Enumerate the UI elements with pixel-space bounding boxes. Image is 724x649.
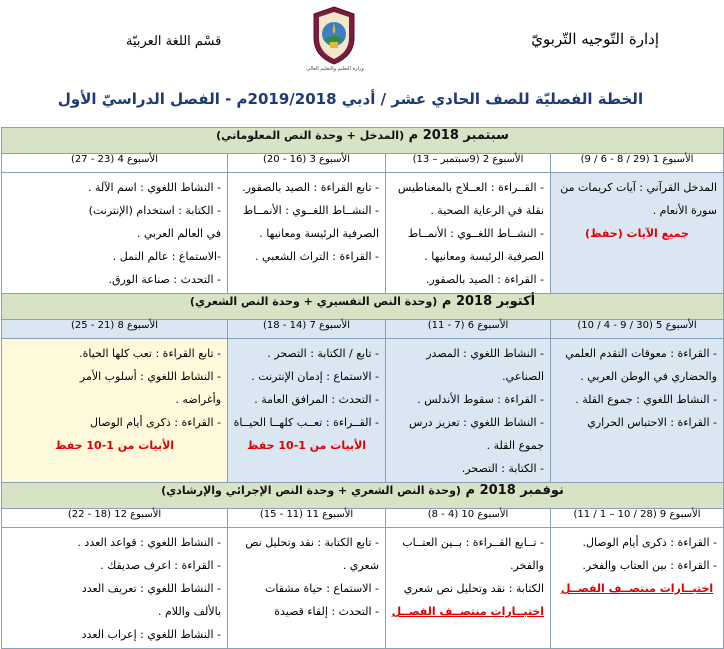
- lesson-line: بالألف واللام .: [158, 605, 222, 618]
- week-label: الأسبوع 8 (21 - 25): [2, 320, 228, 339]
- week-content: [551, 528, 724, 649]
- lesson-line: - القراءة : معوقات التقدم العلمي: [565, 347, 718, 360]
- lesson-line: - القراءة : بين العتاب والفخر.: [582, 559, 718, 572]
- lesson-line: - تابع القراءة : تعب كلها الحياة.: [79, 347, 222, 360]
- week-label: الأسبوع 3 (16 - 20): [228, 154, 386, 173]
- lesson-line: - التحدث : إلقاء قصيدة: [274, 605, 380, 618]
- lesson-line: - القراءة : اعرف صديقك .: [100, 559, 222, 572]
- page-title: الخطة الفصليّة للصف الحادي عشر / أدبي 2019/2018م - الفصل الدراسيّ الأول: [57, 90, 644, 108]
- month-units: (المدخل + وحدة النص المعلوماتي): [216, 129, 405, 142]
- week-label-row: [2, 320, 724, 339]
- logo-caption: وزارة التعليم والتعليم العالي: [306, 66, 364, 72]
- lesson-line: - القــراءة : تعــب كلهــا الحيــاة: [233, 416, 380, 429]
- month-name: سبتمبر 2018 م: [408, 128, 509, 143]
- lesson-line: والحضاري في الوطن العربي .: [580, 370, 718, 383]
- month-row: [2, 128, 724, 154]
- lesson-line: - التحدث : صناعة الورق.: [108, 273, 222, 286]
- lesson-line: - التحدث : المرافق العامة .: [254, 393, 380, 406]
- lesson-line: الكتابة : نقد وتحليل نص شعري: [403, 582, 545, 595]
- lesson-line: - القراءة : ذكرى أيام الوصال: [89, 416, 222, 429]
- document-header: [0, 0, 701, 82]
- month-row: [2, 294, 724, 320]
- memorization-note: اختبــارات منتصــف الفصــل: [560, 582, 714, 595]
- lesson-line: جموع القلة .: [486, 439, 545, 452]
- week-content: [386, 339, 551, 483]
- lesson-line: الصناعي.: [502, 370, 545, 383]
- week-content: [551, 339, 724, 483]
- month-header: [2, 483, 724, 509]
- lesson-line: - النشاط اللغوي : تعريف العدد: [81, 582, 222, 595]
- week-content: [2, 528, 228, 649]
- week-content-row: [2, 339, 724, 483]
- week-content: [228, 528, 386, 649]
- week-content: [2, 339, 228, 483]
- memorization-note: الأبيات من 1-10 حفظ: [246, 439, 367, 452]
- ministry-logo-icon: [304, 4, 364, 66]
- week-content: [228, 173, 386, 294]
- lesson-line: - القراءة : الاحتباس الحراري: [587, 416, 718, 429]
- lesson-line: - النشاط اللغوي : اسم الآلة .: [87, 181, 222, 194]
- lesson-line: نقلة في الرعاية الصحية .: [430, 204, 545, 217]
- lesson-line: - تــابع القــراءة : بــين العتــاب: [402, 536, 545, 549]
- week-label: الأسبوع 10 (4 - 8): [386, 509, 551, 528]
- week-label: الأسبوع 7 (14 - 18): [228, 320, 386, 339]
- week-label-row: [2, 509, 724, 528]
- department-label: إدارة التّوجيه التّربويّ: [531, 30, 659, 48]
- lesson-line: - تابع الكتابة : نقد وتحليل نص: [245, 536, 380, 549]
- lesson-line: - النشــاط اللغــوي : الأنمــاط: [243, 204, 380, 217]
- lesson-line: - النشاط اللغوي : جموع القلة .: [575, 393, 718, 406]
- lesson-line: - النشاط اللغوي : قواعد العدد .: [77, 536, 222, 549]
- week-label: الأسبوع 5 (30 / 9 - 4 / 10): [551, 320, 724, 339]
- lesson-line: - القراءة : الصيد بالصقور.: [425, 273, 545, 286]
- lesson-line: - تابع القراءة : الصيد بالصقور.: [242, 181, 380, 194]
- lesson-line: - القراءة : سقوط الأندلس .: [417, 393, 545, 406]
- week-label: الأسبوع 6 (7 - 11): [386, 320, 551, 339]
- month-header: [2, 128, 724, 154]
- month-name: أكتوبر 2018 م: [441, 294, 536, 309]
- lesson-line: - النشــاط اللغــوي : الأنمــاط: [408, 227, 545, 240]
- lesson-line: شعري .: [342, 559, 380, 572]
- lesson-line: - الكتابة : التصحر.: [461, 462, 545, 475]
- lesson-line: وأغراضه .: [175, 393, 222, 406]
- memorization-note: اختبــارات منتصــف الفصــل: [391, 605, 545, 618]
- lesson-line: - النشاط اللغوي : إعراب العدد: [81, 628, 222, 641]
- lesson-line: الصرفية الرئيسة ومعانيها .: [424, 250, 545, 263]
- week-label: الأسبوع 12 (18 - 22): [2, 509, 228, 528]
- week-content-row: [2, 528, 724, 649]
- lesson-line: - تابع / الكتابة : التصحر .: [267, 347, 380, 360]
- week-content: [386, 528, 551, 649]
- lesson-line: سورة الأنعام .: [652, 204, 718, 217]
- week-label: الأسبوع 9 (28 / 10 – 1 / 11): [551, 509, 724, 528]
- lesson-line: - النشاط اللغوي : تعزيز درس: [408, 416, 545, 429]
- week-label: الأسبوع 4 (23 - 27): [2, 154, 228, 173]
- lesson-line: - القراءة : ذكرى أيام الوصال.: [582, 536, 718, 549]
- week-content-row: [2, 173, 724, 294]
- month-header: [2, 294, 724, 320]
- lesson-line: - النشاط اللغوي : المصدر: [426, 347, 545, 360]
- lesson-line: في العالم العربي .: [136, 227, 222, 240]
- week-content: [551, 173, 724, 294]
- memorization-note: الأبيات من 1-10 حفظ: [54, 439, 175, 452]
- lesson-line: - القــراءة : العــلاج بالمغناطيس: [397, 181, 545, 194]
- week-label: الأسبوع 11 (11 - 15): [228, 509, 386, 528]
- lesson-line: -الاستماع : عالم النمل .: [112, 250, 222, 263]
- lesson-line: - النشاط اللغوي : أسلوب الأمر: [79, 370, 222, 383]
- lesson-line: - الكتابة : استخدام (الإنترنت): [88, 204, 222, 217]
- week-label: الأسبوع 2 (9سبتمبر – 13): [386, 154, 551, 173]
- week-content: [2, 173, 228, 294]
- lesson-line: الصرفية الرئيسة ومعانيها .: [259, 227, 380, 240]
- lesson-line: والفخر.: [510, 559, 545, 572]
- week-content: [386, 173, 551, 294]
- lesson-line: المدخل القرآني : آيات كريمات من: [560, 181, 718, 194]
- month-units: (وحدة النص الشعري + وحدة النص الإجرائي والإرشادي): [161, 484, 461, 497]
- lesson-line: - الاستماع : إدمان الإنترنت .: [251, 370, 380, 383]
- month-name: نوفمبر 2018 م: [465, 483, 564, 498]
- section-label: قسْم اللغة العربيّة: [126, 34, 222, 49]
- week-content: [228, 339, 386, 483]
- memorization-note: جميع الآيات (حفظ): [585, 227, 689, 240]
- week-label: الأسبوع 1 (29 / 8 - 6 / 9): [551, 154, 724, 173]
- lesson-line: - القراءة : التراث الشعبي .: [255, 250, 380, 263]
- plan-table: [1, 127, 724, 649]
- lesson-line: - الاستماع : حياة مشقات: [265, 582, 380, 595]
- month-units: (وحدة النص التفسيري + وحدة النص الشعري): [189, 295, 438, 308]
- month-row: [2, 483, 724, 509]
- week-label-row: [2, 154, 724, 173]
